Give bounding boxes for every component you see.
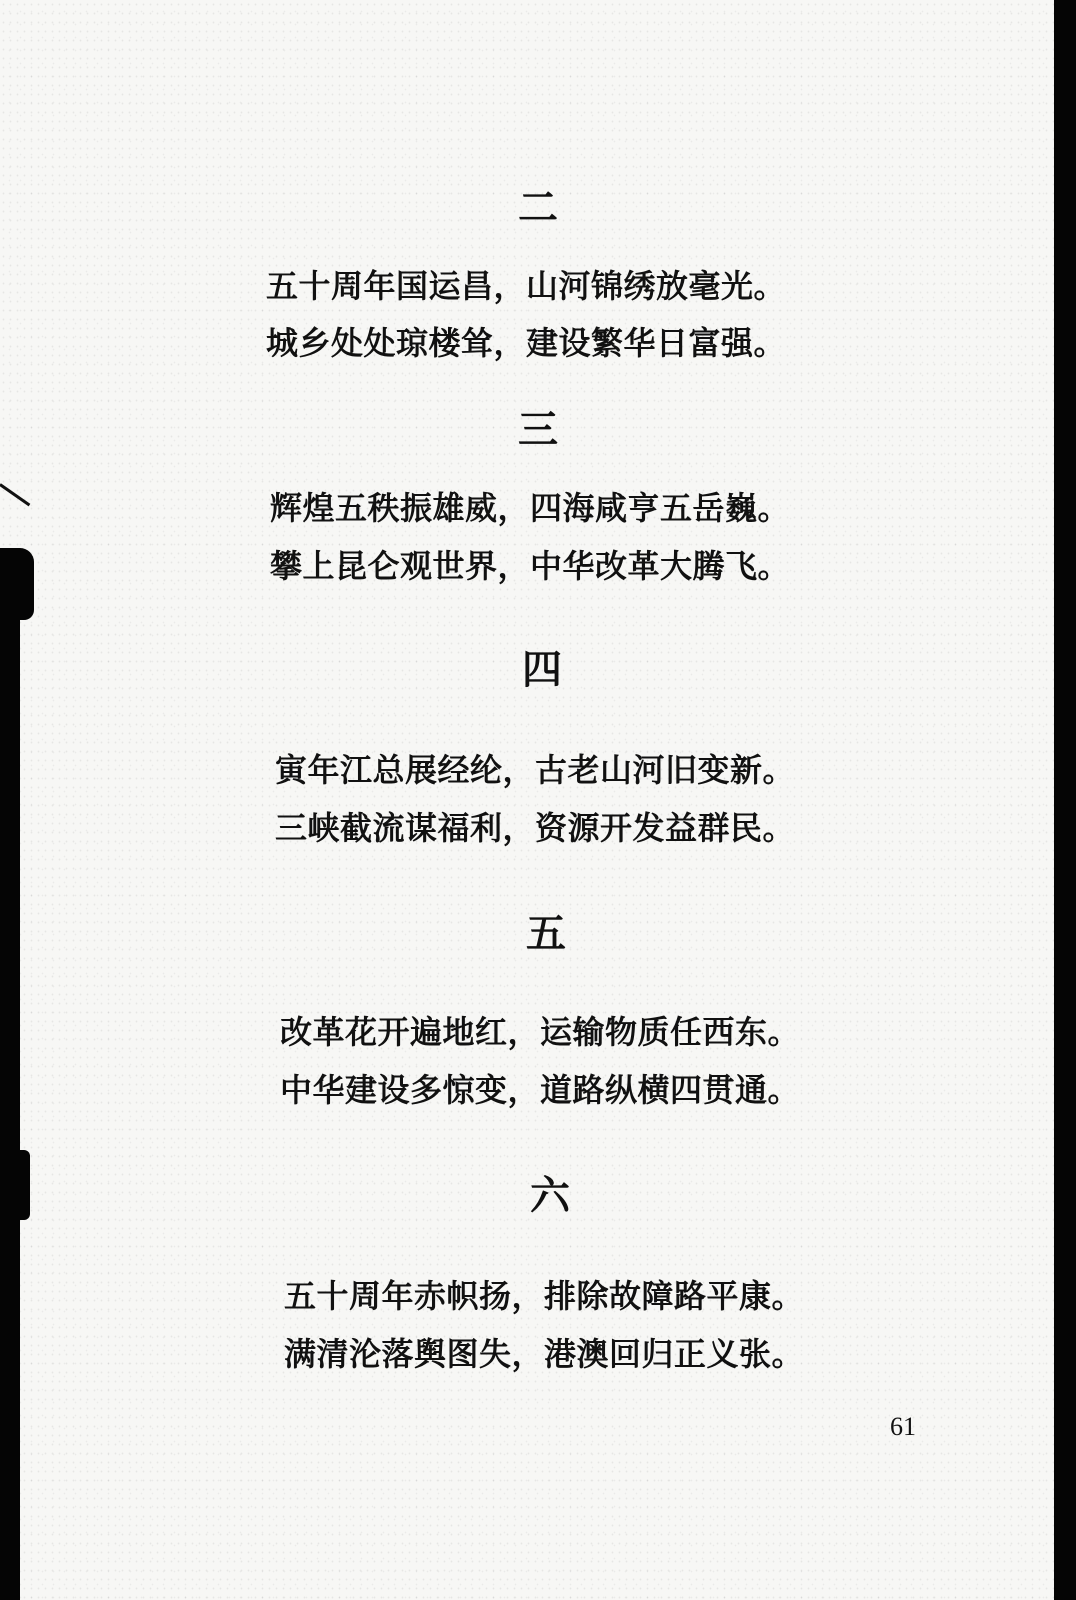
page-number: 61 xyxy=(890,1412,916,1441)
section-heading-5: 五 xyxy=(526,910,566,957)
section-heading-4: 四 xyxy=(522,646,562,693)
poem-line-2-1: 五十周年国运昌，山河锦绣放毫光。 xyxy=(266,267,787,305)
poem-line-6-2: 满清沦落舆图失，港澳回归正义张。 xyxy=(284,1335,805,1373)
poem-line-4-2: 三峡截流谋福利，资源开发益群民。 xyxy=(275,809,796,847)
poem-line-5-1: 改革花开遍地红，运输物质任西东。 xyxy=(280,1013,801,1051)
poem-line-4-1: 寅年江总展经纶，古老山河旧变新。 xyxy=(275,751,796,789)
scan-edge-shadow xyxy=(20,1150,30,1220)
poem-line-3-1: 辉煌五秩振雄威，四海咸亨五岳巍。 xyxy=(270,489,791,527)
section-heading-2: 二 xyxy=(518,184,558,231)
poem-line-6-1: 五十周年赤帜扬，排除故障路平康。 xyxy=(284,1277,805,1315)
scan-edge-border xyxy=(1054,0,1076,1600)
section-heading-3: 三 xyxy=(518,406,558,453)
poem-line-5-2: 中华建设多惊变，道路纵横四贯通。 xyxy=(280,1071,801,1109)
scan-edge-shadow xyxy=(0,548,34,620)
poem-line-2-2: 城乡处处琼楼耸，建设繁华日富强。 xyxy=(266,324,787,362)
poem-line-3-2: 攀上昆仑观世界，中华改革大腾飞。 xyxy=(270,547,791,585)
scan-edge-shadow xyxy=(0,620,20,1600)
section-heading-6: 六 xyxy=(530,1172,570,1219)
